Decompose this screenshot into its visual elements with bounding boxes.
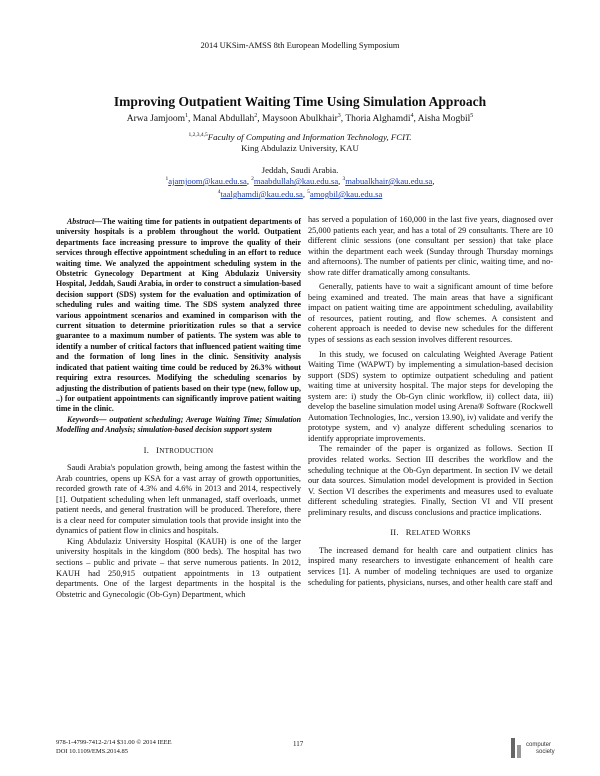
intro-paragraph-1: Saudi Arabia's population growth, being among the fastest within the Arab countries, opens up KSA for a vast array of growth opportunities, recorded growth rate of 4.3% and 4.6% in 2013 and 2014, respectively [1]. Outpatient scheduling when left unmanaged, staff overloads, unmet patient needs, and general frustration will be produced. Therefore, there is a clear need for computer simulation tools that provide insight into the dynamics of patient flow in clinics and hospitals. <box>56 463 301 536</box>
footer-publication-info <box>56 739 172 756</box>
author-name: Manal Abdullah <box>192 114 255 125</box>
page-number: 117 <box>293 740 304 748</box>
affiliation-block <box>0 130 600 176</box>
author-sup: 5 <box>470 113 474 119</box>
paper-title: Improving Outpatient Waiting Time Using Simulation Approach <box>113 94 487 109</box>
keywords-label: Keywords— <box>67 414 107 424</box>
email-sup: 2 <box>251 176 254 182</box>
author-sup: 1 <box>185 113 189 119</box>
intro-paragraph-2: King Abdulaziz University Hospital (KAUH) is one of the larger university hospitals in the kingdom (800 beds). The hospital has two sections – public and private – that serve numerous patients. In 2012, KAUH had 250,915 outpatient appointments in 13 outpatient departments. One of the largest departments in the hospital is the Obstetric and Gynecologic (Ob-Gyn) Department, which <box>56 536 301 599</box>
keywords <box>56 415 301 436</box>
email-block: $^1$ajamjoom@kau.edu.sa, $^2$maabdullah@kau.edu.sa, $^3$mabualkhair@kau.edu.sa, $^4$taalghamdi@kau.edu.sa, $^5$amogbil@kau.edu.sa <box>165 175 435 199</box>
section-title-initial: R <box>405 527 412 538</box>
affiliation-faculty: Faculty of Computing and Information Technology, FCIT. <box>207 131 412 142</box>
email-sup: 1 <box>165 176 169 182</box>
author-sup: 4 <box>410 113 414 119</box>
abstract-text: —The waiting time for patients in outpatient departments of university hospitals is a problem throughout the world. Outpatient departments face increasing pressure to improve the quality of their services through effective appointment scheduling in an effort to reduce waiting time. We analyzed the appointment scheduling system in the Obstetric Gynecology Department at King Abdulaziz University Hospital, Jeddah, Saudi Arabia, in order to construct a simulation-based decision support (SDS) system for the evaluation and optimization of scheduling rules and waiting time. The SDS system analyzed three various appointment scenarios and examined in comparison with the current situation to determine prioritization rules so that a service guarantee to a maximum number of patients. The system was able to identify a number of critical factors that influenced patient waiting time and the formation of long lines in the clinic. Sensitivity analysis indicated that patient waiting time could be reduced by 26.3% without requiring extra resources. Modifying the scheduling scenarios by adjusting the distribution of patients based on their type (new, follow up, ..) for outpatient appointments can significantly improve patient waiting time in the clinic. <box>56 217 301 414</box>
email-link[interactable]: maabdullah@kau.edu.sa <box>253 175 339 186</box>
intro-paragraph-4: Generally, patients have to wait a significant amount of time before being examined and treated. The main areas that have a significant impact on patient waiting time are appointment scheduling, availability of resources, patient routing, and flow schemes. A consistent and coherent approach is needed to devise new schedules for the different types of sessions as each session involves different resources. <box>308 282 553 345</box>
author-name: Arwa Jamjoom <box>126 114 186 125</box>
author-name: Thoria Alghamdi <box>345 114 411 125</box>
email-link[interactable]: amogbil@kau.edu.sa <box>309 188 383 199</box>
affiliation-university: King Abdulaziz University, KAU <box>241 142 359 153</box>
email-sup: 5 <box>307 188 310 195</box>
computer-society-logo <box>510 736 560 760</box>
footer-doi: DOI 10.1109/EMS.2014.85 <box>56 747 128 755</box>
logo-text-line2: society <box>536 748 555 755</box>
computer-society-mark-icon <box>510 737 524 759</box>
left-column <box>56 217 301 600</box>
author-sup: 3 <box>337 113 341 119</box>
intro-paragraph-3: has served a population of 160,000 in the last five years, diagnosed over 25,000 patients each year, and has a total of 29 consultants. There are 10 different clinic sessions (one consultant per session) that take place within the department each week (Sunday through Thursday mornings and afternoons). The number of patients per clinic, waiting time, and no-show rate differ dramatically among consultants. <box>308 215 553 277</box>
conference-header: 2014 UKSim-AMSS 8th European Modelling Symposium <box>200 40 400 50</box>
email-link[interactable]: taalghamdi@kau.edu.sa <box>220 188 303 199</box>
author-name: Maysoon Abulkhair <box>262 114 338 125</box>
intro-paragraph-5: In this study, we focused on calculating Weighted Average Patient Waiting Time (WAPWT) by implementing a simulation-based decision support (SDS) system to optimize outpatient scheduling and patient waiting time at university hospital. The major steps for developing the system are: i) study the Ob-Gyn clinic workflow, ii) collect data, iii) develop the baseline simulation model using Arena® Software (Rockwell Automation Technologies, Inc., version 13.90), iv) validate and verify the prototype system, and v) analyze different scheduling scenarios to identify appropriate improvements. <box>308 349 553 443</box>
section-heading-introduction <box>56 445 301 457</box>
author-list: Arwa Jamjoom$^1$, Manal Abdullah$^2$, Maysoon Abulkhair$^3$, Thoria Alghamdi$^4$, Aisha Mogbil$^5$ <box>126 113 474 125</box>
right-column <box>308 215 553 588</box>
section-title-initial: I <box>156 444 160 455</box>
section-title-rest: ELATED <box>411 529 441 538</box>
keywords-text: outpatient scheduling; Average Waiting Time; Simulation Modelling and Analysis; simulation-based decision support system <box>56 414 301 435</box>
email-sup: 3 <box>342 176 346 182</box>
footer-isbn: 978-1-4799-7412-2/14 $31.00 © 2014 IEEE <box>56 739 172 746</box>
section-number: I. <box>143 444 150 455</box>
logo-text-line1: computer <box>526 742 552 748</box>
section-title-rest: ORKS <box>450 529 471 538</box>
abstract <box>56 217 301 415</box>
related-works-paragraph-1: The increased demand for health care and outpatient clinics has inspired many researchers to investigate enhancement of health care services [1]. A number of modeling techniques are used to organize scheduling for patients, physicians, nurses, and other health care staff and <box>308 545 553 587</box>
affiliation-sup: 1,2,3,4,5 <box>188 132 208 138</box>
section-title-initial: W <box>442 527 451 538</box>
affiliation-city: Jeddah, Saudi Arabia. <box>261 164 339 175</box>
section-title-rest: NTRODUCTION <box>159 446 214 455</box>
abstract-label: Abstract <box>67 217 95 226</box>
author-sup: 2 <box>254 113 258 119</box>
email-link[interactable]: mabualkhair@kau.edu.sa <box>345 175 433 186</box>
section-number: II. <box>390 527 399 538</box>
intro-paragraph-6: The remainder of the paper is organized as follows. Section II provides related works. Section III describes the workflow and the scheduling technique at the Ob-Gyn department. In section IV we detail our data sources. Simulation model development is provided in Section V. Section VI describes the experiments and measures used to evaluate different scheduling strategies. Finally, Section VI and VII present preliminary results, and discuss conclusions and practice implications. <box>308 444 553 517</box>
email-link[interactable]: ajamjoom@kau.edu.sa <box>168 175 247 186</box>
author-name: Aisha Mogbil <box>417 114 471 125</box>
email-sup: 4 <box>217 188 221 195</box>
section-heading-related-works <box>308 527 553 539</box>
